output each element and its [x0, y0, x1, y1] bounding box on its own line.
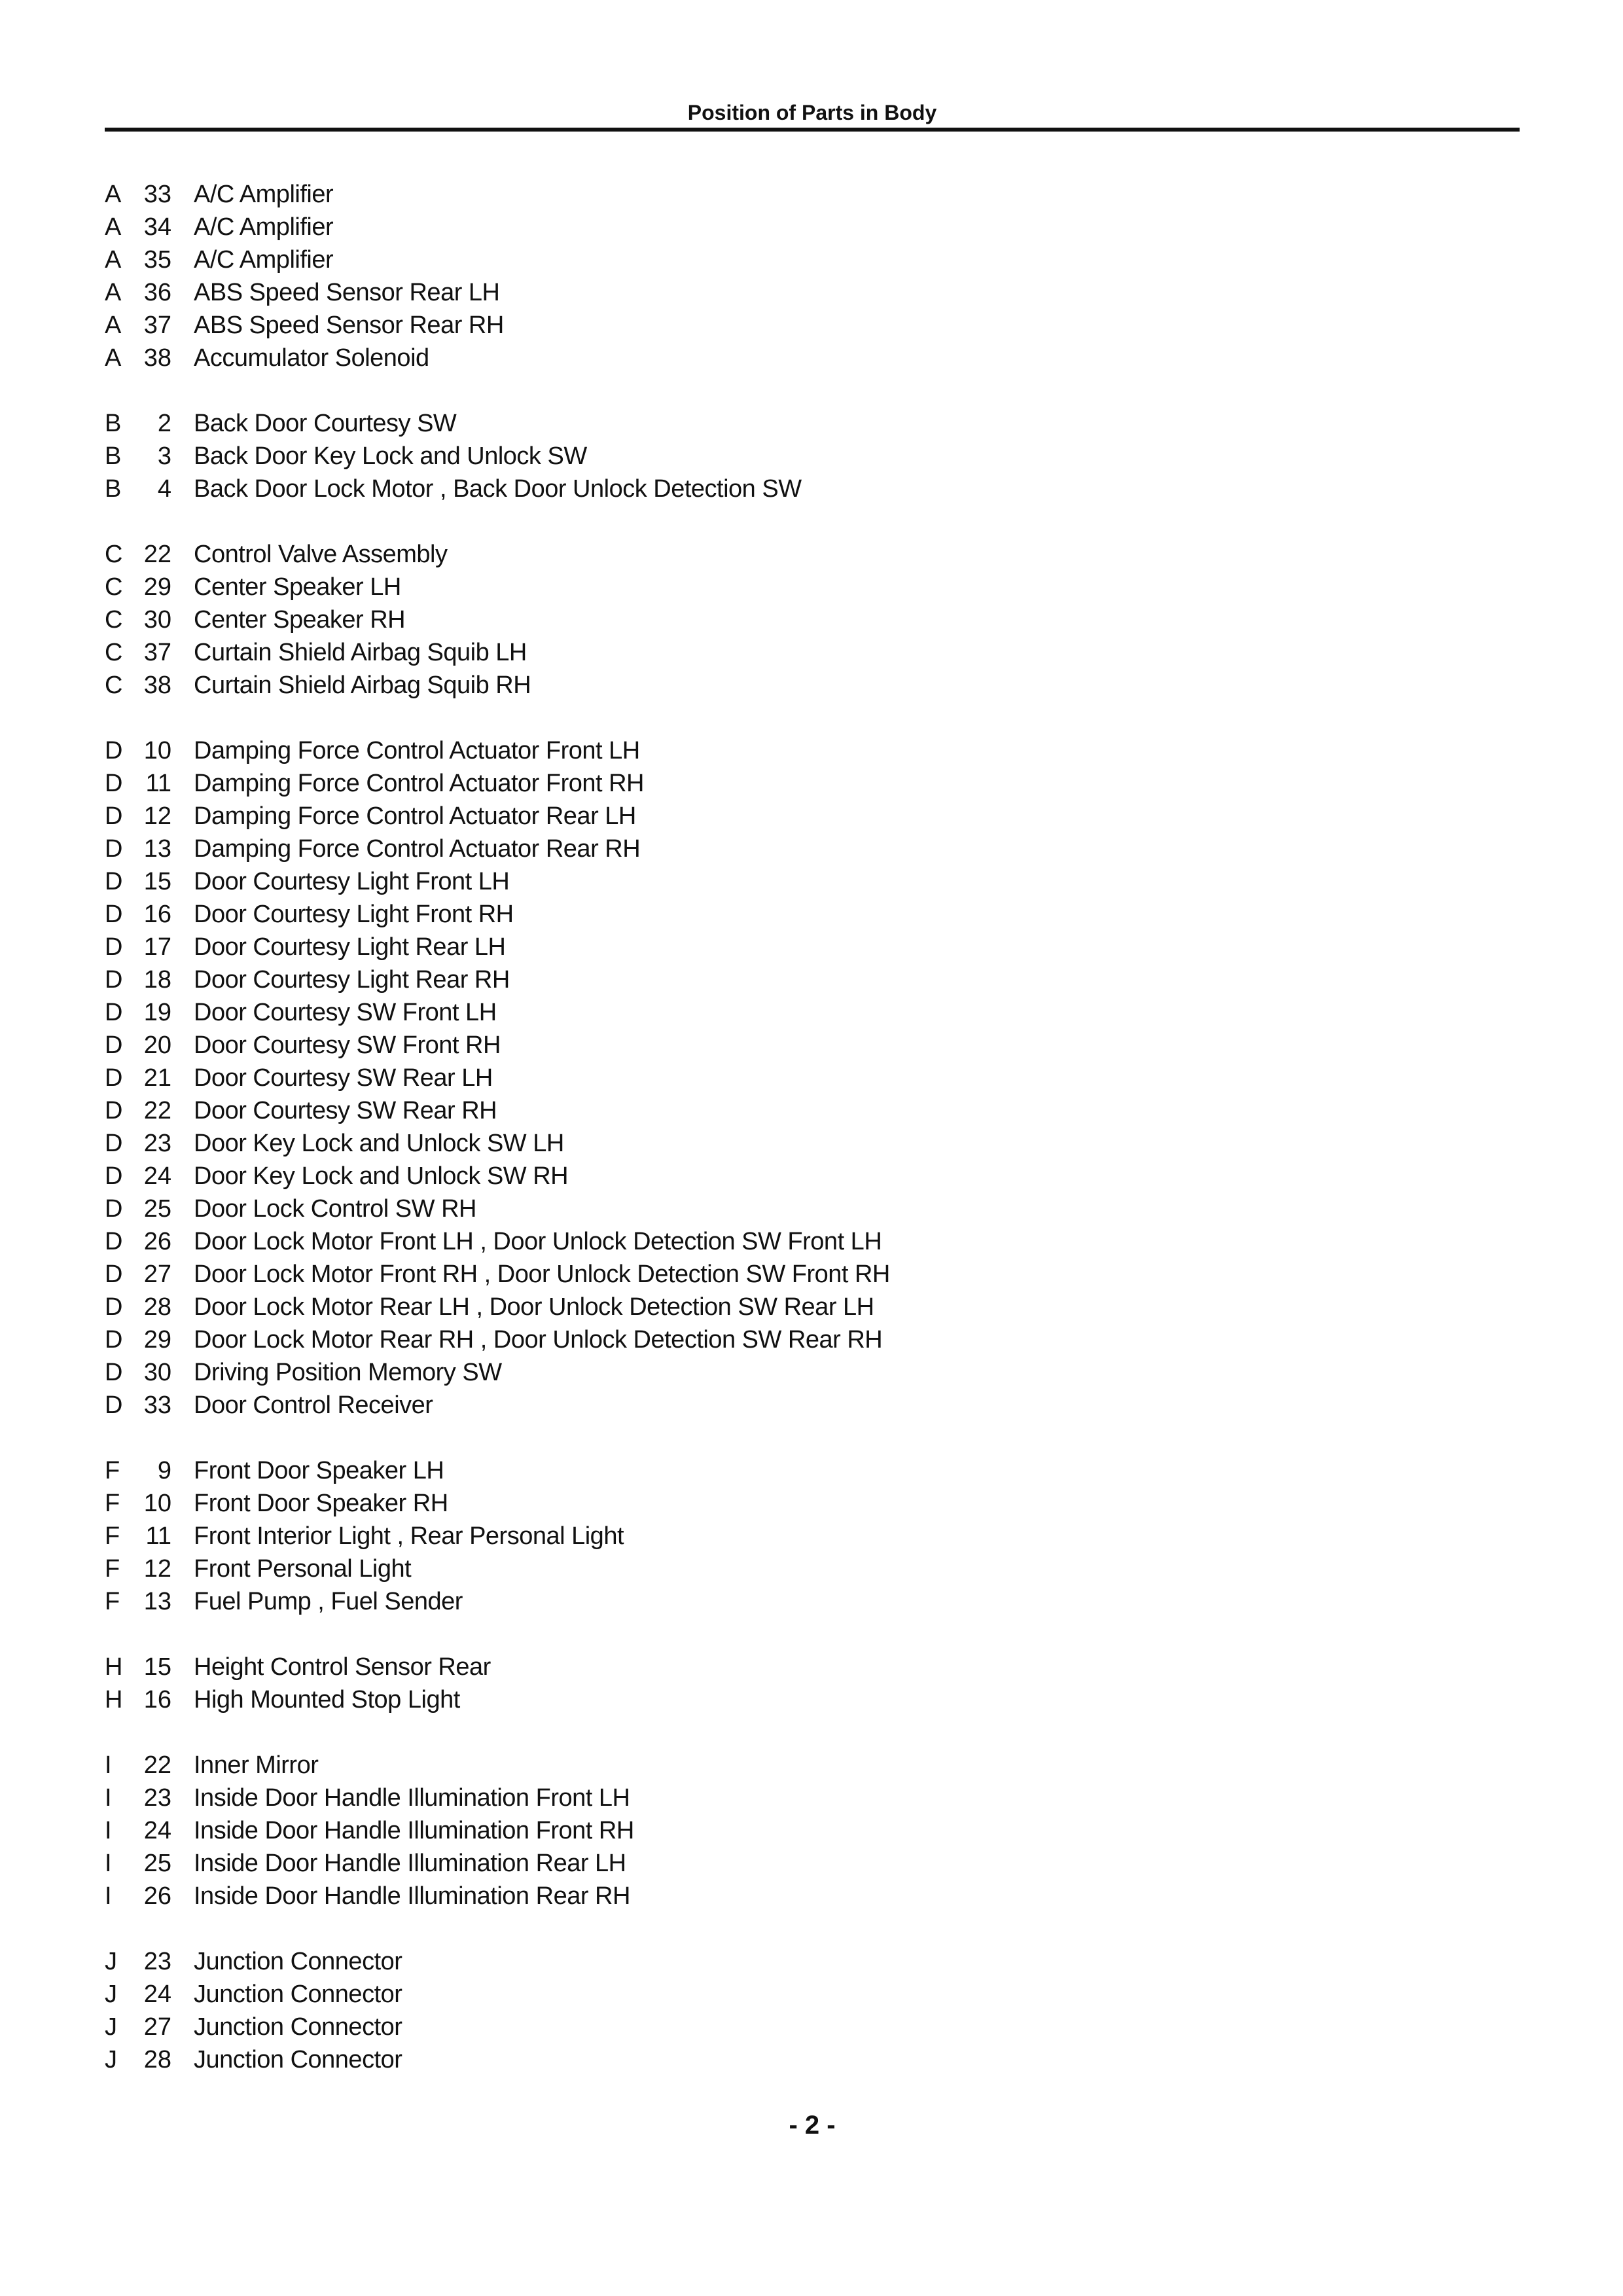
part-name: Door Courtesy Light Front LH	[194, 868, 510, 895]
parts-group-f	[105, 1454, 1479, 1618]
part-name: Back Door Lock Motor , Back Door Unlock Detection SW	[194, 475, 802, 503]
part-name: Front Door Speaker LH	[194, 1457, 444, 1484]
part-code-number: 30	[143, 1359, 171, 1386]
part-name: ABS Speed Sensor Rear RH	[194, 312, 504, 339]
part-name: Damping Force Control Actuator Front LH	[194, 737, 640, 764]
part-name: Inside Door Handle Illumination Rear RH	[194, 1882, 630, 1910]
part-code-number: 13	[143, 1588, 171, 1615]
list-item	[105, 1651, 1479, 1683]
part-code-number: 24	[143, 1162, 171, 1190]
header-divider	[105, 128, 1520, 132]
part-code-number: 12	[143, 802, 171, 830]
part-code-letter: A	[105, 344, 122, 372]
part-code-number: 10	[143, 737, 171, 764]
list-item	[105, 1389, 1479, 1422]
list-item	[105, 996, 1479, 1029]
part-code-letter: D	[105, 802, 123, 830]
part-code-number: 2	[157, 410, 171, 437]
part-name: Door Lock Motor Rear LH , Door Unlock Detection SW Rear LH	[194, 1293, 874, 1321]
part-code-number: 10	[143, 1490, 171, 1517]
part-code-number: 18	[143, 966, 171, 994]
part-code-number: 29	[143, 1326, 171, 1354]
part-code-number: 25	[143, 1850, 171, 1877]
part-code-letter: D	[105, 1162, 123, 1190]
part-code-number: 23	[143, 1130, 171, 1157]
part-name: Door Courtesy SW Rear LH	[194, 1064, 493, 1092]
part-name: Damping Force Control Actuator Rear RH	[194, 835, 641, 863]
part-code-number: 24	[143, 1817, 171, 1844]
part-code-number: 34	[143, 213, 171, 241]
part-code-number: 20	[143, 1031, 171, 1059]
part-code-number: 27	[143, 2013, 171, 2041]
part-code-letter: D	[105, 1261, 123, 1288]
part-code-number: 3	[157, 442, 171, 470]
list-item	[105, 1520, 1479, 1552]
list-item	[105, 178, 1479, 211]
part-name: Door Lock Motor Rear RH , Door Unlock Detection SW Rear RH	[194, 1326, 883, 1354]
part-code-letter: J	[105, 1948, 117, 1975]
part-code-letter: J	[105, 1981, 117, 2008]
part-name: Inside Door Handle Illumination Rear LH	[194, 1850, 626, 1877]
part-code-letter: I	[105, 1882, 112, 1910]
part-code-number: 26	[143, 1228, 171, 1255]
list-item	[105, 538, 1479, 571]
part-code-letter: F	[105, 1555, 120, 1583]
list-item	[105, 1814, 1479, 1847]
part-code-number: 19	[143, 999, 171, 1026]
part-code-letter: I	[105, 1817, 112, 1844]
part-name: Door Courtesy Light Rear LH	[194, 933, 506, 961]
list-item	[105, 1487, 1479, 1520]
part-code-letter: I	[105, 1850, 112, 1877]
part-code-number: 21	[143, 1064, 171, 1092]
part-code-number: 33	[143, 1391, 171, 1419]
part-code-letter: J	[105, 2046, 117, 2073]
part-code-letter: D	[105, 966, 123, 994]
part-name: A/C Amplifier	[194, 246, 334, 274]
part-code-letter: D	[105, 1031, 123, 1059]
part-code-letter: D	[105, 1391, 123, 1419]
part-code-letter: A	[105, 213, 122, 241]
part-code-letter: F	[105, 1457, 120, 1484]
part-code-letter: A	[105, 312, 122, 339]
list-item	[105, 473, 1479, 505]
part-code-letter: D	[105, 868, 123, 895]
part-code-number: 37	[143, 312, 171, 339]
part-code-number: 37	[143, 639, 171, 666]
list-item	[105, 1880, 1479, 1912]
part-code-number: 33	[143, 181, 171, 208]
list-item	[105, 1225, 1479, 1258]
part-name: Junction Connector	[194, 2046, 402, 2073]
part-code-letter: D	[105, 737, 123, 764]
list-item	[105, 1847, 1479, 1880]
part-code-letter: D	[105, 1326, 123, 1354]
part-code-letter: D	[105, 999, 123, 1026]
part-name: Junction Connector	[194, 2013, 402, 2041]
part-name: Inside Door Handle Illumination Front LH	[194, 1784, 630, 1812]
part-name: Door Lock Motor Front RH , Door Unlock Detection SW Front RH	[194, 1261, 890, 1288]
part-code-number: 22	[143, 1097, 171, 1124]
list-item	[105, 931, 1479, 963]
list-item	[105, 1062, 1479, 1094]
list-item	[105, 407, 1479, 440]
part-code-letter: B	[105, 475, 122, 503]
list-item	[105, 1356, 1479, 1389]
parts-group-d	[105, 734, 1479, 1422]
list-item	[105, 1978, 1479, 2011]
list-item	[105, 767, 1479, 800]
list-item	[105, 603, 1479, 636]
part-name: Accumulator Solenoid	[194, 344, 429, 372]
list-item	[105, 1552, 1479, 1585]
part-code-number: 11	[145, 770, 171, 797]
part-code-letter: I	[105, 1751, 112, 1779]
part-code-number: 11	[145, 1522, 171, 1550]
list-item	[105, 1029, 1479, 1062]
part-code-number: 9	[157, 1457, 171, 1484]
part-name: Damping Force Control Actuator Front RH	[194, 770, 644, 797]
part-code-letter: D	[105, 933, 123, 961]
part-name: Back Door Courtesy SW	[194, 410, 457, 437]
list-item	[105, 734, 1479, 767]
part-code-letter: D	[105, 835, 123, 863]
part-code-letter: C	[105, 672, 123, 699]
list-item	[105, 571, 1479, 603]
list-item	[105, 669, 1479, 702]
page-number: - 2 -	[789, 2111, 836, 2140]
part-name: Control Valve Assembly	[194, 541, 448, 568]
part-code-letter: D	[105, 901, 123, 928]
parts-group-a	[105, 178, 1479, 374]
part-name: Door Courtesy SW Rear RH	[194, 1097, 497, 1124]
part-name: High Mounted Stop Light	[194, 1686, 460, 1713]
part-name: Junction Connector	[194, 1948, 402, 1975]
part-name: A/C Amplifier	[194, 213, 334, 241]
list-item	[105, 211, 1479, 243]
part-name: Height Control Sensor Rear	[194, 1653, 491, 1681]
part-code-number: 28	[143, 2046, 171, 2073]
part-code-letter: C	[105, 573, 123, 601]
part-code-number: 12	[143, 1555, 171, 1583]
part-code-number: 23	[143, 1948, 171, 1975]
list-item	[105, 1160, 1479, 1193]
part-name: Door Courtesy Light Rear RH	[194, 966, 510, 994]
list-item	[105, 1454, 1479, 1487]
part-code-letter: C	[105, 606, 123, 634]
part-code-number: 22	[143, 1751, 171, 1779]
part-code-letter: D	[105, 1195, 123, 1223]
part-code-number: 38	[143, 672, 171, 699]
part-code-letter: I	[105, 1784, 112, 1812]
part-code-number: 26	[143, 1882, 171, 1910]
part-code-letter: D	[105, 1097, 123, 1124]
part-code-number: 17	[143, 933, 171, 961]
part-code-letter: A	[105, 279, 122, 306]
part-name: Door Courtesy SW Front RH	[194, 1031, 501, 1059]
parts-group-b	[105, 407, 1479, 505]
part-name: Inner Mirror	[194, 1751, 319, 1779]
page-title: Position of Parts in Body	[687, 101, 937, 124]
part-name: Front Interior Light , Rear Personal Light	[194, 1522, 624, 1550]
part-code-number: 16	[143, 1686, 171, 1713]
part-name: Damping Force Control Actuator Rear LH	[194, 802, 636, 830]
part-name: A/C Amplifier	[194, 181, 334, 208]
list-item	[105, 1323, 1479, 1356]
part-code-letter: H	[105, 1653, 123, 1681]
part-code-letter: C	[105, 541, 123, 568]
part-name: Front Personal Light	[194, 1555, 412, 1583]
parts-list	[105, 178, 1479, 2109]
part-code-number: 36	[143, 279, 171, 306]
part-code-number: 25	[143, 1195, 171, 1223]
part-code-letter: C	[105, 639, 123, 666]
list-item	[105, 309, 1479, 342]
parts-group-c	[105, 538, 1479, 702]
part-name: Door Lock Motor Front LH , Door Unlock Detection SW Front LH	[194, 1228, 882, 1255]
list-item	[105, 1782, 1479, 1814]
part-name: Front Door Speaker RH	[194, 1490, 448, 1517]
part-code-number: 16	[143, 901, 171, 928]
list-item	[105, 963, 1479, 996]
list-item	[105, 1683, 1479, 1716]
part-code-letter: F	[105, 1490, 120, 1517]
list-item	[105, 833, 1479, 865]
part-code-letter: D	[105, 770, 123, 797]
part-code-number: 35	[143, 246, 171, 274]
part-name: Junction Connector	[194, 1981, 402, 2008]
list-item	[105, 342, 1479, 374]
part-code-letter: D	[105, 1359, 123, 1386]
list-item	[105, 276, 1479, 309]
part-name: Curtain Shield Airbag Squib RH	[194, 672, 531, 699]
part-name: Center Speaker RH	[194, 606, 406, 634]
list-item	[105, 1094, 1479, 1127]
part-code-number: 4	[157, 475, 171, 503]
list-item	[105, 636, 1479, 669]
part-name: Door Courtesy Light Front RH	[194, 901, 514, 928]
list-item	[105, 1945, 1479, 1978]
part-code-number: 15	[143, 868, 171, 895]
part-name: Door Key Lock and Unlock SW LH	[194, 1130, 564, 1157]
part-name: Door Lock Control SW RH	[194, 1195, 476, 1223]
part-code-letter: A	[105, 246, 122, 274]
part-code-letter: D	[105, 1130, 123, 1157]
part-code-number: 38	[143, 344, 171, 372]
part-name: Curtain Shield Airbag Squib LH	[194, 639, 527, 666]
part-name: ABS Speed Sensor Rear LH	[194, 279, 500, 306]
part-code-letter: D	[105, 1293, 123, 1321]
part-code-number: 22	[143, 541, 171, 568]
part-name: Center Speaker LH	[194, 573, 401, 601]
parts-group-h	[105, 1651, 1479, 1716]
part-code-number: 24	[143, 1981, 171, 2008]
list-item	[105, 1749, 1479, 1782]
list-item	[105, 1258, 1479, 1291]
list-item	[105, 440, 1479, 473]
part-code-number: 29	[143, 573, 171, 601]
list-item	[105, 2043, 1479, 2076]
part-name: Fuel Pump , Fuel Sender	[194, 1588, 463, 1615]
part-code-letter: D	[105, 1228, 123, 1255]
part-name: Driving Position Memory SW	[194, 1359, 502, 1386]
list-item	[105, 243, 1479, 276]
part-code-number: 28	[143, 1293, 171, 1321]
part-code-letter: B	[105, 410, 122, 437]
part-code-letter: H	[105, 1686, 123, 1713]
part-name: Door Key Lock and Unlock SW RH	[194, 1162, 569, 1190]
part-name: Door Courtesy SW Front LH	[194, 999, 497, 1026]
part-code-number: 13	[143, 835, 171, 863]
list-item	[105, 1193, 1479, 1225]
list-item	[105, 1291, 1479, 1323]
list-item	[105, 1127, 1479, 1160]
part-name: Door Control Receiver	[194, 1391, 433, 1419]
part-code-letter: F	[105, 1588, 120, 1615]
part-code-letter: B	[105, 442, 122, 470]
part-code-letter: J	[105, 2013, 117, 2041]
list-item	[105, 1585, 1479, 1618]
list-item	[105, 2011, 1479, 2043]
part-name: Inside Door Handle Illumination Front RH	[194, 1817, 634, 1844]
list-item	[105, 800, 1479, 833]
parts-group-i	[105, 1749, 1479, 1912]
part-code-letter: A	[105, 181, 122, 208]
part-code-number: 23	[143, 1784, 171, 1812]
part-code-number: 30	[143, 606, 171, 634]
list-item	[105, 898, 1479, 931]
list-item	[105, 865, 1479, 898]
part-code-number: 15	[143, 1653, 171, 1681]
part-code-letter: D	[105, 1064, 123, 1092]
part-code-letter: F	[105, 1522, 120, 1550]
parts-group-j	[105, 1945, 1479, 2076]
part-code-number: 27	[143, 1261, 171, 1288]
part-name: Back Door Key Lock and Unlock SW	[194, 442, 587, 470]
